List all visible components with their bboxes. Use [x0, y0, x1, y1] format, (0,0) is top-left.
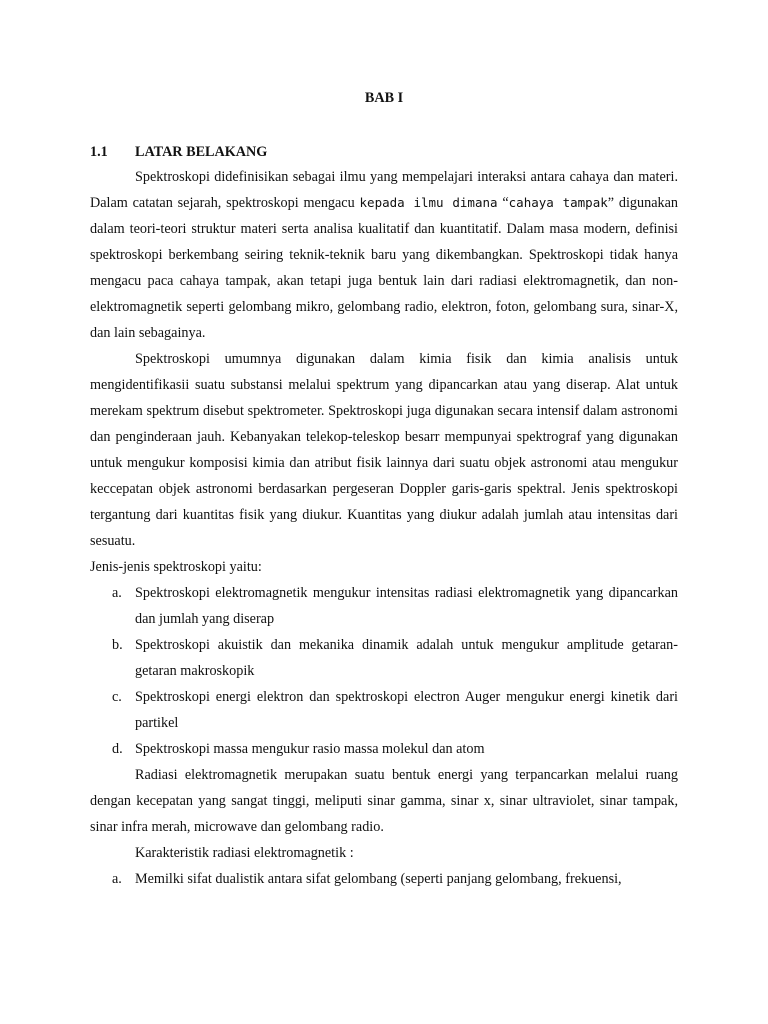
chapter-heading: BAB I: [364, 90, 404, 106]
paragraph-3: Radiasi elektromagnetik merupakan suatu bentuk energi yang terpancarkan melalui ruang dengan kecepatan yang sangat tinggi, meliputi sinar gamma, sinar x, sinar ultraviolet, sinar tampak, sinar infra merah, microwave dan gelombang radio.: [90, 767, 678, 835]
section-number: 1.1: [90, 144, 108, 160]
list-item: [90, 684, 678, 736]
list-item-text: Spektroskopi energi elektron dan spektroskopi electron Auger mengukur energi kinetik dari partikel: [135, 689, 678, 731]
list-item: [90, 580, 678, 632]
list-marker: a.: [112, 585, 122, 601]
list-item: [90, 632, 678, 684]
list-item: [90, 736, 678, 762]
paragraph-1-mono-a: kepada ilmu dimana: [359, 195, 498, 210]
list-marker: a.: [112, 871, 122, 887]
section-title: LATAR BELAKANG: [135, 144, 268, 160]
list-item-text: Memilki sifat dualistik antara sifat gelombang (seperti panjang gelombang, frekuensi,: [135, 871, 622, 887]
list-item-text: Spektroskopi akuistik dan mekanika dinamik adalah untuk mengukur amplitude getaran-getaran makroskopik: [135, 637, 678, 679]
paragraph-4: Karakteristik radiasi elektromagnetik :: [135, 845, 354, 861]
paragraph-2: Spektroskopi umumnya digunakan dalam kimia fisik dan kimia analisis untuk mengidentifikasii suatu substansi melalui spektrum yang dipancarkan atau yang diserap. Alat untuk merekam spektrum disebut spektrometer. Spektroskopi juga digunakan secara intensif dalam astronomi dan penginderaan jauh. Kebanyakan telekop-teleskop besarr mempunyai spektrograf yang digunakan untuk mengukur komposisi kimia dan atribut fisik lainnya dari suatu objek astronomi atau mengukur keccepatan objek astronomi berdasarkan pergeseran Doppler garis-garis spektral. Jenis spektroskopi tergantung dari kuantitas fisik yang diukur. Kuantitas yang diukur adalah jumlah atau intensitas dari sesuatu.: [90, 351, 678, 549]
paragraph-1-text-b: “: [497, 195, 509, 211]
list-marker: b.: [112, 637, 123, 653]
document-body: [90, 164, 678, 892]
types-list: [90, 580, 678, 762]
paragraph-1-text-a: Spektroskopi didefinisikan sebagai ilmu yang mempelajari interaksi antara cahaya dan materi. Dalam catatan sejarah, spektroskopi mengacu: [90, 169, 678, 211]
list-item-text: Spektroskopi elektromagnetik mengukur intensitas radiasi elektromagnetik yang dipancarkan dan jumlah yang diserap: [135, 585, 678, 627]
paragraph-1-text-c: ” digunakan dalam teori-teori struktur materi serta analisa kualitatif dan kuantitatif. Dalam masa modern, definisi spektroskopi berkembang seiring teknik-teknik baru yang dikembangkan. Spektroskopi tidak hanya mengacu paca cahaya tampak, akan tetapi juga bentuk lain dari radiasi elektromagnetik, dan non-elektromagnetik seperti gelombang mikro, gelombang radio, elektron, foton, gelombang sura, sinar-X, dan lain sebagainya.: [90, 195, 678, 341]
paragraph-1-mono-b: cahaya tampak: [508, 195, 608, 210]
paragraph-1: [90, 164, 678, 346]
list-item-text: Spektroskopi massa mengukur rasio massa molekul dan atom: [135, 741, 485, 757]
characteristics-list: [90, 866, 678, 892]
list-marker: d.: [112, 741, 123, 757]
list-marker: c.: [112, 689, 122, 705]
section-heading: [90, 144, 267, 161]
types-intro: Jenis-jenis spektroskopi yaitu:: [90, 559, 262, 575]
list-item: [90, 866, 678, 892]
